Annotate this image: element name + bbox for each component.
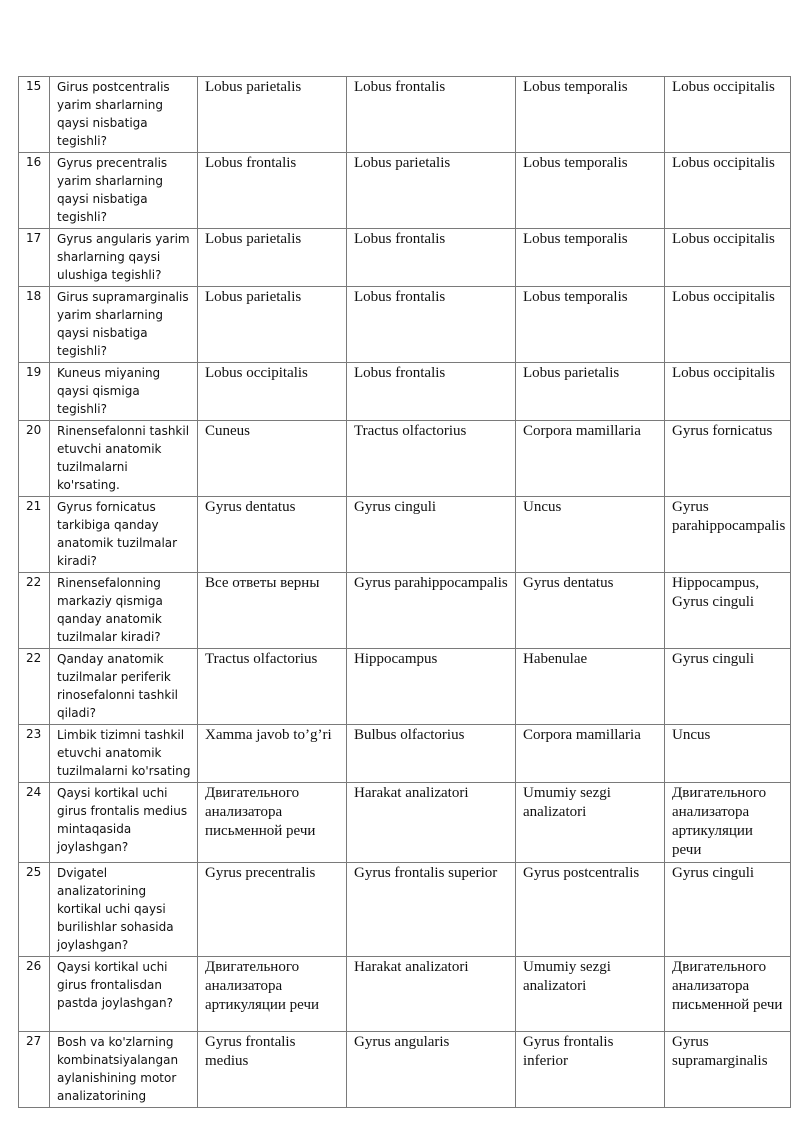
question-text: Gyrus angularis yarim sharlarning qaysi ulushiga tegishli? (50, 229, 198, 287)
answer-option-1: Двигательного анализатора артикуляции речи (198, 957, 347, 1032)
table-row (19, 229, 791, 287)
answer-option-4: Uncus (665, 725, 791, 783)
answer-option-1: Gyrus precentralis (198, 863, 347, 957)
question-number: 15 (19, 77, 50, 153)
question-number: 21 (19, 497, 50, 573)
answer-option-4: Lobus occipitalis (665, 363, 791, 421)
answer-option-1: Xamma javob to’g’ri (198, 725, 347, 783)
answer-option-2: Lobus parietalis (347, 153, 516, 229)
answer-option-2: Bulbus olfactorius (347, 725, 516, 783)
answer-option-1: Gyrus frontalis medius (198, 1032, 347, 1108)
table-row (19, 1032, 791, 1108)
answer-option-3: Lobus temporalis (516, 287, 665, 363)
question-text: Bosh va ko'zlarning kombinatsiyalangan aylanishining motor analizatorining (50, 1032, 198, 1108)
question-number: 19 (19, 363, 50, 421)
answer-option-1: Cuneus (198, 421, 347, 497)
question-number: 24 (19, 783, 50, 863)
question-text: Gyrus precentralis yarim sharlarning qaysi nisbatiga tegishli? (50, 153, 198, 229)
answer-option-4: Lobus occipitalis (665, 77, 791, 153)
question-text: Dvigatel analizatorining kortikal uchi qaysi burilishlar sohasida joylashgan? (50, 863, 198, 957)
question-number: 17 (19, 229, 50, 287)
question-number: 22 (19, 573, 50, 649)
answer-option-1: Tractus olfactorius (198, 649, 347, 725)
answer-option-3: Lobus temporalis (516, 153, 665, 229)
table-row (19, 287, 791, 363)
answer-option-2: Lobus frontalis (347, 287, 516, 363)
answer-option-2: Hippocampus (347, 649, 516, 725)
table-row (19, 573, 791, 649)
answer-option-2: Harakat analizatori (347, 957, 516, 1032)
answer-option-3: Lobus temporalis (516, 229, 665, 287)
answer-option-3: Lobus parietalis (516, 363, 665, 421)
answer-option-3: Lobus temporalis (516, 77, 665, 153)
answer-option-1: Lobus parietalis (198, 77, 347, 153)
answer-option-3: Gyrus postcentralis (516, 863, 665, 957)
question-text: Girus supramarginalis yarim sharlarning qaysi nisbatiga tegishli? (50, 287, 198, 363)
table-row (19, 363, 791, 421)
answer-option-1: Gyrus dentatus (198, 497, 347, 573)
question-number: 25 (19, 863, 50, 957)
question-number: 26 (19, 957, 50, 1032)
answer-option-2: Gyrus angularis (347, 1032, 516, 1108)
table-row (19, 497, 791, 573)
answer-option-4: Gyrus fornicatus (665, 421, 791, 497)
answer-option-2: Gyrus frontalis superior (347, 863, 516, 957)
table-row (19, 153, 791, 229)
question-text: Qanday anatomik tuzilmalar periferik rinosefalonni tashkil qiladi? (50, 649, 198, 725)
answer-option-4: Gyrus cinguli (665, 649, 791, 725)
answer-option-4: Gyrus parahippocampalis (665, 497, 791, 573)
table-row (19, 783, 791, 863)
question-number: 23 (19, 725, 50, 783)
answer-option-4: Lobus occipitalis (665, 287, 791, 363)
answer-option-3: Umumiy sezgi analizatori (516, 957, 665, 1032)
answer-option-1: Lobus frontalis (198, 153, 347, 229)
table-row (19, 957, 791, 1032)
question-number: 20 (19, 421, 50, 497)
answer-option-2: Harakat analizatori (347, 783, 516, 863)
answer-option-2: Gyrus parahippocampalis (347, 573, 516, 649)
table-row (19, 725, 791, 783)
answer-option-3: Corpora mamillaria (516, 421, 665, 497)
question-number: 22 (19, 649, 50, 725)
question-text: Kuneus miyaning qaysi qismiga tegishli? (50, 363, 198, 421)
question-text: Girus postcentralis yarim sharlarning qaysi nisbatiga tegishli? (50, 77, 198, 153)
answer-option-1: Двигательного анализатора письменной речи (198, 783, 347, 863)
question-text: Qaysi kortikal uchi girus frontalis medius mintaqasida joylashgan? (50, 783, 198, 863)
answer-option-3: Umumiy sezgi analizatori (516, 783, 665, 863)
question-number: 18 (19, 287, 50, 363)
table-row (19, 863, 791, 957)
question-number: 16 (19, 153, 50, 229)
answer-option-2: Gyrus cinguli (347, 497, 516, 573)
answer-option-1: Lobus parietalis (198, 287, 347, 363)
answer-option-4: Двигательного анализатора артикуляции речи (665, 783, 791, 863)
answer-option-1: Lobus parietalis (198, 229, 347, 287)
answer-option-2: Lobus frontalis (347, 363, 516, 421)
answer-option-3: Corpora mamillaria (516, 725, 665, 783)
table-row (19, 421, 791, 497)
answer-option-2: Lobus frontalis (347, 77, 516, 153)
answer-option-1: Все ответы верны (198, 573, 347, 649)
question-text: Limbik tizimni tashkil etuvchi anatomik tuzilmalarni ko'rsating (50, 725, 198, 783)
table-row (19, 77, 791, 153)
answer-option-4: Hippocampus, Gyrus cinguli (665, 573, 791, 649)
table-body (19, 77, 791, 1108)
question-text: Gyrus fornicatus tarkibiga qanday anatomik tuzilmalar kiradi? (50, 497, 198, 573)
answer-option-3: Gyrus dentatus (516, 573, 665, 649)
questions-table (18, 76, 791, 1108)
answer-option-3: Gyrus frontalis inferior (516, 1032, 665, 1108)
question-text: Rinensefalonning markaziy qismiga qanday anatomik tuzilmalar kiradi? (50, 573, 198, 649)
answer-option-3: Habenulae (516, 649, 665, 725)
answer-option-1: Lobus occipitalis (198, 363, 347, 421)
question-text: Qaysi kortikal uchi girus frontalisdan pastda joylashgan? (50, 957, 198, 1032)
question-number: 27 (19, 1032, 50, 1108)
answer-option-4: Lobus occipitalis (665, 153, 791, 229)
answer-option-3: Uncus (516, 497, 665, 573)
answer-option-2: Lobus frontalis (347, 229, 516, 287)
answer-option-4: Двигательного анализатора письменной речи (665, 957, 791, 1032)
answer-option-2: Tractus olfactorius (347, 421, 516, 497)
question-text: Rinensefalonni tashkil etuvchi anatomik tuzilmalarni ko'rsating. (50, 421, 198, 497)
answer-option-4: Gyrus cinguli (665, 863, 791, 957)
table-row (19, 649, 791, 725)
answer-option-4: Gyrus supramarginalis (665, 1032, 791, 1108)
answer-option-4: Lobus occipitalis (665, 229, 791, 287)
